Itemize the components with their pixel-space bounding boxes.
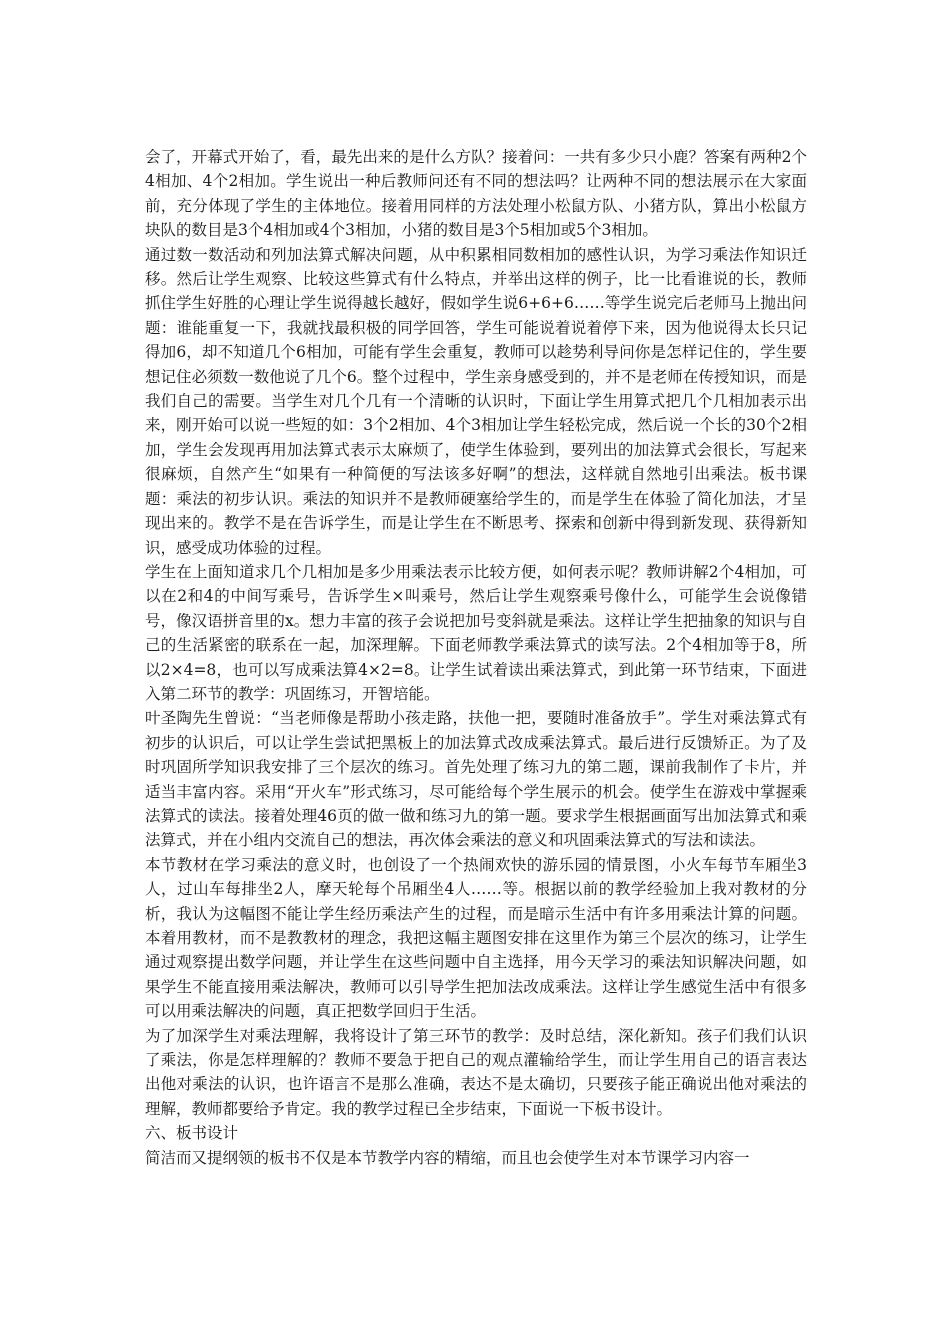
paragraph-counting-activity: 通过数一数活动和列加法算式解决问题，从中积累相同数相加的感性认识，为学习乘法作知识迁移。然后让学生观察、比较这些算式有什么特点，并举出这样的例子，比一比看谁说的长，教师抓住学生好胜的心理让学生说得越长越好，假如学生说6+6+6……等学生说完后老师马上抛出问题：谁能重复一下，我就找最积极的同学回答，学生可能说着说着停下来，因为他说得太长只记得加6，却不知道几个6相加，可能有学生会重复，教师可以趁势利导问你是怎样记住的，学生要想记住必须数一数他说了几个6。整个过程中，学生亲身感受到的，并不是老师在传授知识，而是我们自己的需要。当学生对几个几有一个清晰的认识时，下面让学生用算式把几个几相加表示出来，刚开始可以说一些短的如：3个2相加、4个3相加让学生轻松完成，然后说一个长的30个2相加，学生会发现再用加法算式表示太麻烦了，使学生体验到，要列出的加法算式会很长，写起来很麻烦，自然产生“如果有一种简便的写法该多好啊”的想法，这样就自然地引出乘法。板书课题：乘法的初步认识。乘法的知识并不是教师硬塞给学生的，而是学生在体验了简化加法，才呈现出来的。教学不是在告诉学生，而是让学生在不断思考、探索和创新中得到新发现、获得新知识，感受成功体验的过程。 <box>145 245 807 557</box>
paragraph-multiplication-sign: 学生在上面知道求几个几相加是多少用乘法表示比较方便，如何表示呢？教师讲解2个4相加，可以在2和4的中间写乘号，告诉学生×叫乘号，然后让学生观察乘号像什么，可能学生会说像错号，像汉语拼音里的x。想力丰富的孩子会说把加号变斜就是乘法。这样让学生把抽象的知识与自己的生活紧密的联系在一起，加深理解。下面老师教学乘法算式的读写法。2个4相加等于8，所以2×4=8，也可以写成乘法算4×2=8。让学生试着读出乘法算式，到此第一环节结束，下面进入第二环节的教学：巩固练习，开智培能。 <box>145 562 807 703</box>
section-heading-board-design: 六、板书设计 <box>145 1124 239 1143</box>
paragraph-amusement-park: 本节教材在学习乘法的意义时，也创设了一个热闹欢快的游乐园的情景图，小火车每节车厢坐3人，过山车每排坐2人，摩天轮每个吊厢坐4人……等。根据以前的教学经验加上我对教材的分析，我认为这幅图不能让学生经历乘法产生的过程，而是暗示生活中有许多用乘法计算的问题。本着用教材，而不是教教材的理念，我把这幅主题图安排在这里作为第三个层次的练习，让学生通过观察提出数学问题，并让学生在这些问题中自主选择，用今天学习的乘法知识解决问题，如果学生不能直接用乘法解决，教师可以引导学生把加法改成乘法。这样让学生感觉生活中有很多可以用乘法解决的问题，真正把数学回归于生活。 <box>145 855 807 1021</box>
paragraph-summary: 为了加深学生对乘法理解，我将设计了第三环节的教学：及时总结，深化新知。孩子们我们认识了乘法，你是怎样理解的？教师不要急于把自己的观点灌输给学生，而让学生用自己的语言表达出他对乘法的认识，也许语言不是那么准确，表达不是太确切，只要孩子能正确说出他对乘法的理解，教师都要给予肯定。我的教学过程已全步结束，下面说一下板书设计。 <box>145 1026 807 1118</box>
document-body <box>145 145 807 1170</box>
paragraph-board-design: 简洁而又提纲领的板书不仅是本节教学内容的精缩，而且也会使学生对本节课学习内容一 <box>145 1148 750 1167</box>
paragraph-opening-ceremony: 会了，开幕式开始了，看，最先出来的是什么方队？接着问：一共有多少只小鹿？答案有两种2个4相加、4个2相加。学生说出一种后教师问还有不同的想法吗？让两种不同的想法展示在大家面前，充分体现了学生的主体地位。接着用同样的方法处理小松鼠方队、小猪方队，算出小松鼠方块队的数目是3个4相加或4个3相加，小猪的数目是3个5相加或5个3相加。 <box>145 148 807 240</box>
paragraph-practice-exercises: 叶圣陶先生曾说：“当老师像是帮助小孩走路，扶他一把，要随时准备放手”。学生对乘法算式有初步的认识后，可以让学生尝试把黑板上的加法算式改成乘法算式。最后进行反馈矫正。为了及时巩固所学知识我安排了三个层次的练习。首先处理了练习九的第二题，课前我制作了卡片，并适当丰富内容。采用“开火车”形式练习，尽可能给每个学生展示的机会。使学生在游戏中掌握乘法算式的读法。接着处理46页的做一做和练习九的第一题。要求学生根据画面写出加法算式和乘法算式，并在小组内交流自己的想法，再次体会乘法的意义和巩固乘法算式的写法和读法。 <box>145 709 807 850</box>
